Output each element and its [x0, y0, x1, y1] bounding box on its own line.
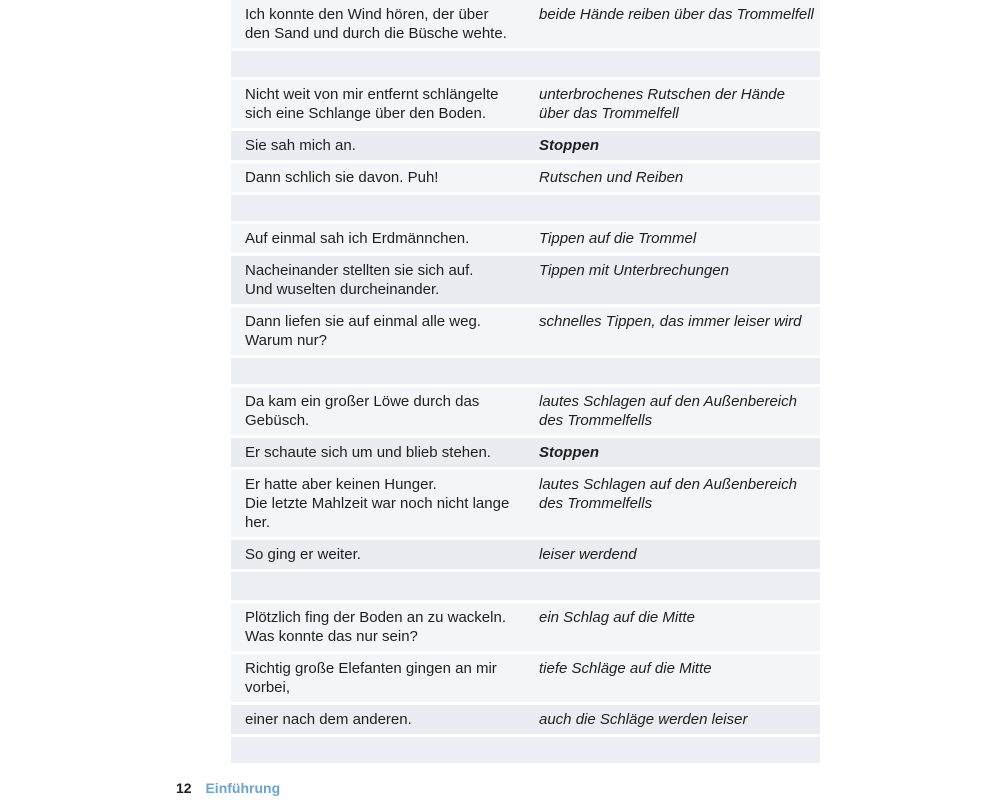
story-text-cell: Da kam ein großer Löwe durch das Gebüsch. — [245, 393, 480, 429]
table-row — [231, 0, 820, 51]
story-text-cell: Ich konnte den Wind hören, der über den Sand und durch die Büsche wehte. — [245, 6, 507, 42]
drum-action-cell: Stoppen — [539, 137, 599, 154]
drum-action-cell: leiser werdend — [539, 546, 637, 563]
drum-action-cell: schnelles Tippen, das immer leiser wird — [539, 313, 802, 330]
table-row — [231, 387, 820, 438]
table-row — [231, 307, 820, 358]
story-text-cell: Richtig große Elefanten gingen an mir vorbei, — [245, 660, 497, 696]
drum-action-cell: ein Schlag auf die Mitte — [539, 609, 695, 626]
story-text-cell: Er hatte aber keinen Hunger. Die letzte Mahlzeit war noch nicht lange her. — [245, 476, 510, 531]
section-title: Einführung — [205, 780, 281, 796]
story-text-cell: Nacheinander stellten sie sich auf. Und wuselten durcheinander. — [245, 262, 474, 298]
page-footer — [176, 778, 280, 798]
drum-action-cell: tiefe Schläge auf die Mitte — [539, 660, 712, 677]
drum-action-cell: Rutschen und Reiben — [539, 169, 684, 186]
table-row — [231, 131, 820, 163]
section-spacer — [231, 51, 820, 80]
table-row — [231, 438, 820, 470]
table-row — [231, 540, 820, 572]
story-text-cell: Auf einmal sah ich Erdmännchen. — [245, 230, 470, 247]
drum-action-cell: Tippen auf die Trommel — [539, 230, 697, 247]
table-row — [231, 654, 820, 705]
table-row — [231, 163, 820, 195]
story-text-cell: einer nach dem anderen. — [245, 711, 412, 728]
section-spacer — [231, 572, 820, 603]
story-text-cell: Plötzlich fing der Boden an zu wackeln. Was konnte das nur sein? — [245, 609, 506, 645]
drum-action-cell: lautes Schlagen auf den Außenbereich des Trommelfells — [539, 393, 797, 429]
story-text-cell: Dann schlich sie davon. Puh! — [245, 169, 439, 186]
drum-action-cell: unterbrochenes Rutschen der Hände über das Trommelfell — [539, 86, 785, 122]
story-text-cell: Er schaute sich um und blieb stehen. — [245, 444, 491, 461]
table-row — [231, 603, 820, 654]
table-row — [231, 256, 820, 307]
table-row — [231, 470, 820, 540]
drum-action-cell: beide Hände reiben über das Trommelfell — [539, 6, 814, 23]
story-text-cell: So ging er weiter. — [245, 546, 361, 563]
section-spacer — [231, 195, 820, 224]
section-spacer — [231, 737, 820, 766]
story-text-cell: Sie sah mich an. — [245, 137, 356, 154]
table-row — [231, 224, 820, 256]
section-spacer — [231, 358, 820, 387]
table-row — [231, 705, 820, 737]
drum-action-cell: auch die Schläge werden leiser — [539, 711, 748, 728]
drum-action-cell: lautes Schlagen auf den Außenbereich des Trommelfells — [539, 476, 797, 512]
story-text-cell: Dann liefen sie auf einmal alle weg. Warum nur? — [245, 313, 481, 349]
drum-action-cell: Stoppen — [539, 444, 599, 461]
page-number: 12 — [176, 780, 192, 796]
story-table — [231, 0, 820, 766]
story-text-cell: Nicht weit von mir entfernt schlängelte sich eine Schlange über den Boden. — [245, 86, 499, 122]
table-row — [231, 80, 820, 131]
drum-action-cell: Tippen mit Unterbrechungen — [539, 262, 729, 279]
